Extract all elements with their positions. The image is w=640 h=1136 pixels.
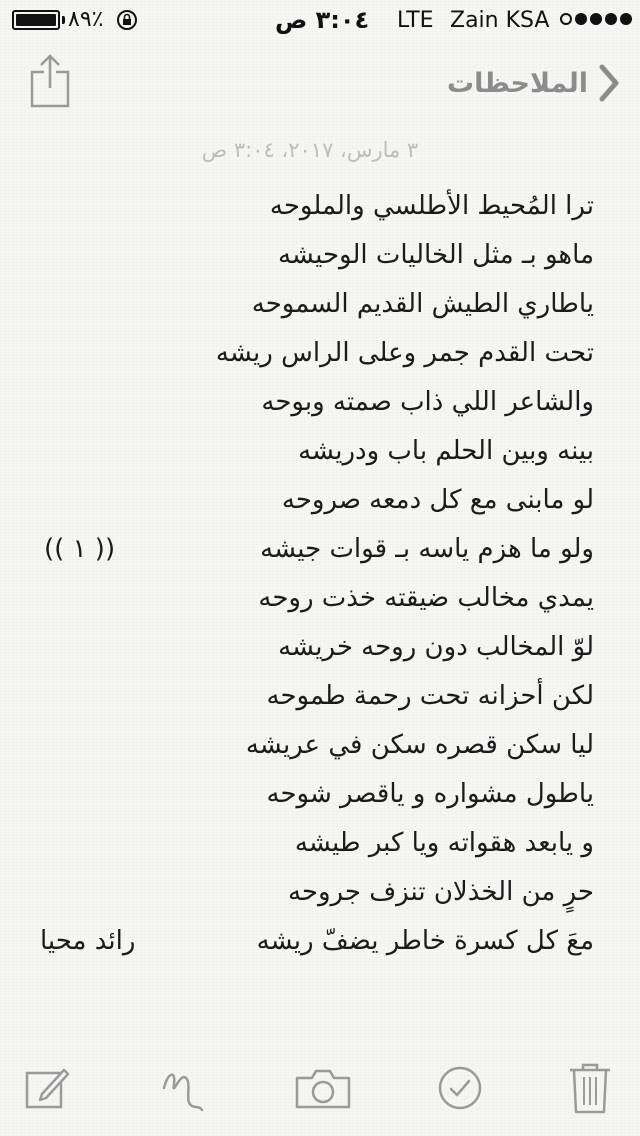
status-bar [0, 0, 640, 40]
note-body[interactable] [34, 182, 594, 966]
carrier-name: Zain KSA [450, 8, 550, 33]
trash-icon [568, 1061, 612, 1115]
note-line: بينه وبين الحلم باب ودريشه [298, 436, 594, 466]
note-line: معَ كل كسرة خاطر يضفّ ريشه رائد محيا [34, 917, 594, 966]
camera-icon [294, 1066, 352, 1110]
compose-icon [24, 1064, 72, 1112]
battery-percent: ٨٩٪ [68, 7, 104, 32]
network-type: LTE [397, 8, 434, 33]
sketch-button[interactable] [156, 1060, 208, 1116]
rotation-lock-icon [116, 9, 138, 31]
note-line: لو مابنى مع كل دمعه صروحه [281, 485, 594, 515]
battery-icon [12, 10, 60, 30]
share-icon[interactable] [28, 52, 72, 110]
chevron-left-icon [596, 63, 622, 103]
note-line: ماهو بـ مثل الخاليات الوحيشه [277, 240, 594, 270]
status-time: ٣:٠٤ ص [275, 6, 370, 34]
verse-marker: (( ١ )) [44, 534, 116, 564]
note-line: ترا المُحيط الأطلسي والملوحه [269, 191, 594, 221]
checkmark-circle-icon [437, 1065, 483, 1111]
note-line: ياطول مشواره و ياقصر شوحه [266, 779, 594, 809]
signature: رائد محيا [40, 926, 136, 956]
signal-strength-icon [560, 13, 632, 27]
back-label: الملاحظات [446, 67, 588, 99]
bottom-toolbar [0, 1060, 640, 1122]
note-line: يمدي مخالب ضيقته خذت روحه [258, 583, 594, 613]
back-button[interactable] [447, 60, 622, 106]
delete-button[interactable] [564, 1060, 616, 1116]
note-line: ولو ما هزم ياسه بـ قوات جيشه (( ١ )) [34, 525, 594, 574]
note-line: ياطاري الطيش القديم السموحه [251, 289, 594, 319]
compose-button[interactable] [22, 1060, 74, 1116]
note-line: حرٍ من الخذلان تنزف جروحه [287, 877, 594, 907]
note-line: ليا سكن قصره سكن في عريشه [245, 730, 594, 760]
note-line: و يابعد هقواته ويا كبر طيشه [294, 828, 594, 858]
checklist-button[interactable] [434, 1060, 486, 1116]
note-date: ٣ مارس، ٢٠١٧، ٣:٠٤ ص [201, 138, 419, 162]
note-line: لكن أحزانه تحت رحمة طموحه [266, 681, 594, 711]
camera-button[interactable] [294, 1060, 352, 1116]
note-line: تحت القدم جمر وعلى الراس ريشه [215, 338, 594, 368]
note-line: والشاعر اللي ذاب صمته وبوحه [261, 387, 594, 417]
note-line: لوّ المخالب دون روحه خريشه [278, 632, 594, 662]
battery-tip [62, 16, 65, 24]
sketch-icon [158, 1062, 206, 1114]
